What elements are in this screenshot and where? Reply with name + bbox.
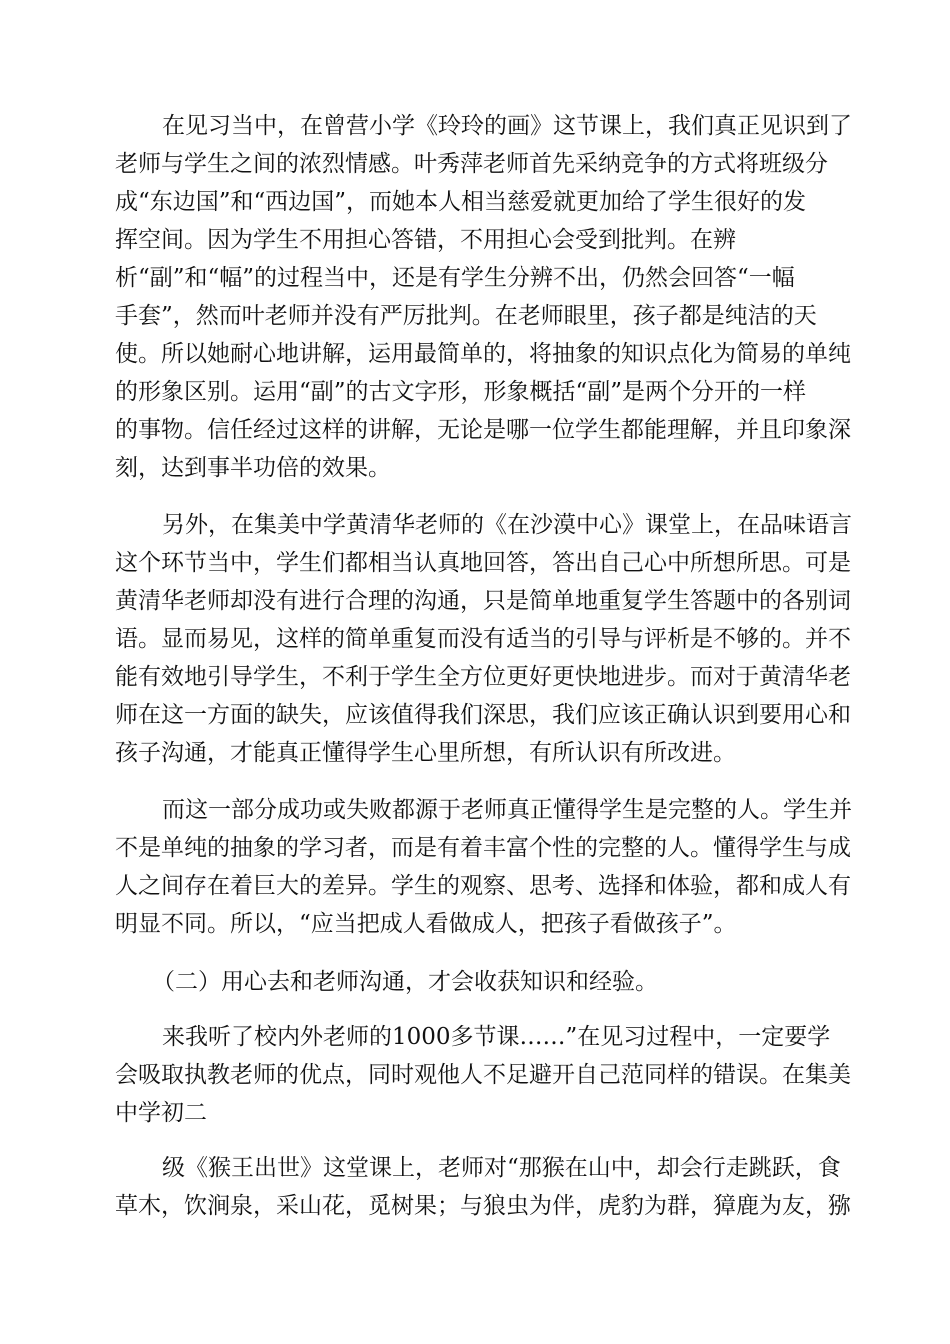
text-line: 的事物。信任经过这样的讲解，无论是哪一位学生都能理解，并且印象深 [115, 417, 851, 443]
text-line: 另外，在集美中学黄清华老师的《在沙漠中心》课堂上，在品味语言 [162, 512, 852, 538]
text-line: 师在这一方面的缺失，应该值得我们深思，我们应该正确认识到要用心和 [115, 702, 851, 728]
text-line: 析“副”和“幅”的过程当中，还是有学生分辨不出，仍然会回答“一幅 [115, 265, 795, 291]
text-line: 挥空间。因为学生不用担心答错，不用担心会受到批判。在辨 [115, 227, 736, 253]
text-line: 能有效地引导学生，不利于学生全方位更好更快地进步。而对于黄清华老 [115, 664, 851, 690]
text-line: 刻，达到事半功倍的效果。 [115, 455, 391, 481]
text-line: 在见习当中，在曾营小学《玲玲的画》这节课上，我们真正见识到了 [162, 113, 852, 139]
text-line: 老师与学生之间的浓烈情感。叶秀萍老师首先采纳竞争的方式将班级分 [115, 151, 828, 177]
text-line: 中学初二 [115, 1100, 207, 1126]
text-line: 级《猴王出世》这堂课上，老师对“那猴在山中，却会行走跳跃，食 [162, 1155, 841, 1181]
text-line: 而这一部分成功或失败都源于老师真正懂得学生是完整的人。学生并 [162, 797, 852, 823]
text-line: 的形象区别。运用“副”的古文字形，形象概括“副”是两个分开的一样 [115, 379, 807, 405]
text-line: 语。显而易见，这样的简单重复而没有适当的引导与评析是不够的。并不 [115, 626, 851, 652]
text-line: 不是单纯的抽象的学习者，而是有着丰富个性的完整的人。懂得学生与成 [115, 835, 851, 861]
text-line: 会吸取执教老师的优点，同时观他人不足避开自己范同样的错误。在集美 [115, 1062, 851, 1088]
text-line: 成“东边国”和“西边国”，而她本人相当慈爱就更加给了学生很好的发 [115, 189, 807, 215]
text-line: 手套”，然而叶老师并没有严厉批判。在老师眼里，孩子都是纯洁的天 [115, 303, 817, 329]
text-line: 孩子沟通，才能真正懂得学生心里所想，有所认识有所改进。 [115, 740, 736, 766]
section-heading: （二）用心去和老师沟通，才会收获知识和经验。 [152, 969, 658, 995]
text-line: 使。所以她耐心地讲解，运用最简单的，将抽象的知识点化为简易的单纯 [115, 341, 851, 367]
text-line: 草木，饮涧泉，采山花，觅树果；与狼虫为伴，虎豹为群，獐鹿为友，猕 [115, 1193, 851, 1219]
text-line: 来我听了校内外老师的1000多节课……”在见习过程中，一定要学 [162, 1024, 831, 1050]
text-line: 明显不同。所以，“应当把成人看做成人，把孩子看做孩子”。 [115, 911, 737, 937]
text-line: 这个环节当中，学生们都相当认真地回答，答出自己心中所想所思。可是 [115, 550, 851, 576]
text-line: 人之间存在着巨大的差异。学生的观察、思考、选择和体验，都和成人有 [115, 873, 851, 899]
text-line: 黄清华老师却没有进行合理的沟通，只是简单地重复学生答题中的各别词 [115, 588, 851, 614]
